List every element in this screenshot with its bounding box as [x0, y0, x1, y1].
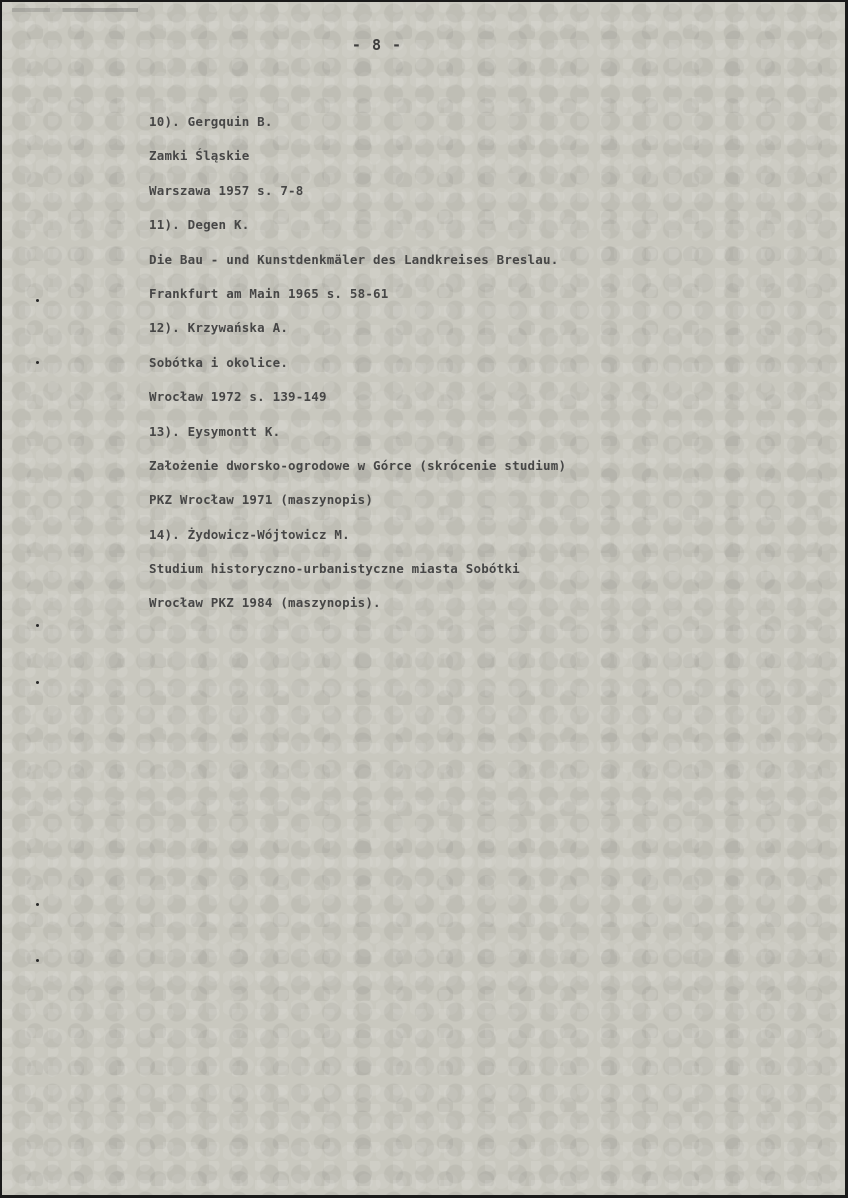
scan-edge-mark	[12, 8, 138, 12]
entry-13-title: Założenie dworsko-ogrodowe w Górce (skrócenie studium)	[149, 457, 567, 473]
margin-speck	[36, 361, 39, 364]
entry-14-publication: Wrocław PKZ 1984 (maszynopis).	[149, 595, 381, 611]
entry-14-author: 14). Żydowicz-Wójtowicz M.	[149, 526, 350, 542]
page-number: - 8 -	[351, 36, 403, 54]
margin-speck	[36, 624, 39, 627]
entry-11-author: 11). Degen K.	[149, 217, 250, 233]
margin-speck	[36, 299, 39, 302]
typed-page	[2, 2, 845, 1195]
entry-10-author: 10). Gergquin B.	[149, 114, 273, 129]
margin-speck	[36, 903, 39, 906]
bibliography-list	[149, 105, 789, 621]
entry-13-publication: PKZ Wrocław 1971 (maszynopis)	[149, 492, 374, 508]
entry-13-author: 13). Eysymontt K.	[149, 423, 281, 439]
entry-14-title: Studium historyczno-urbanistyczne miasta Sobótki	[149, 561, 520, 577]
entry-10-title: Zamki Śląskie	[149, 148, 250, 164]
entry-11-title: Die Bau - und Kunstdenkmäler des Landkreises Breslau.	[149, 251, 559, 267]
entry-10-publication: Warszawa 1957 s. 7-8	[149, 182, 304, 198]
entry-11-publication: Frankfurt am Main 1965 s. 58-61	[149, 285, 389, 301]
entry-12-publication: Wrocław 1972 s. 139-149	[149, 389, 327, 405]
margin-speck	[36, 959, 39, 962]
entry-12-title: Sobótka i okolice.	[149, 354, 289, 370]
margin-speck	[36, 681, 39, 684]
entry-12-author: 12). Krzywańska A.	[149, 320, 289, 336]
